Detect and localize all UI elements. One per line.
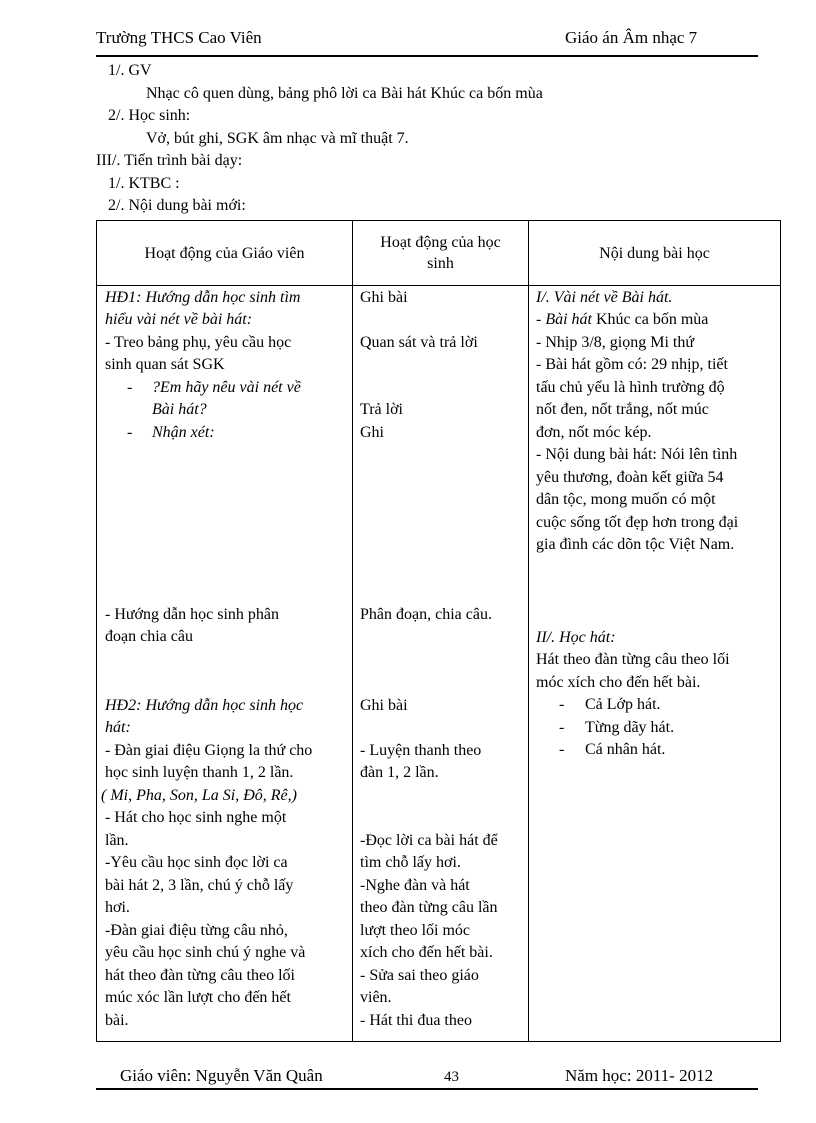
- student-line: - Hát thi đua theo: [360, 1012, 472, 1029]
- teacher-line: HĐ1: Hướng dẫn học sinh tìm: [105, 289, 301, 306]
- student-line: Quan sát và trả lời: [360, 334, 478, 351]
- content-line: yêu thương, đoàn kết giữa 54: [536, 469, 724, 486]
- footer-rule: [96, 1088, 758, 1090]
- content-line: đơn, nốt móc kép.: [536, 424, 652, 441]
- teacher-line: múc xóc lần lượt cho đến hết: [105, 989, 291, 1006]
- bullet-dash: -: [559, 741, 565, 758]
- student-line: -Nghe đàn và hát: [360, 877, 470, 894]
- student-line: -Đọc lời ca bài hát để: [360, 832, 498, 849]
- intro-process-heading: III/. Tiến trình bài dạy:: [96, 152, 243, 169]
- footer-teacher: Giáo viên: Nguyễn Văn Quân: [120, 1066, 323, 1085]
- content-line: - Bài hát gồm có: 29 nhịp, tiết: [536, 356, 728, 373]
- student-line: Trả lời: [360, 401, 403, 418]
- header-rule: [96, 55, 758, 57]
- content-line: dân tộc, mong muốn có một: [536, 491, 716, 508]
- teacher-line: hơi.: [105, 899, 130, 916]
- content-line: tấu chủ yếu là hình trường độ: [536, 379, 725, 396]
- teacher-line: Bài hát?: [152, 401, 207, 418]
- teacher-line: bài hát 2, 3 lần, chú ý chỗ lấy: [105, 877, 294, 894]
- content-line: cuộc sống tốt đẹp hơn trong đại: [536, 514, 739, 531]
- student-line: Ghi bài: [360, 697, 408, 714]
- footer-page-number: 43: [444, 1069, 459, 1085]
- content-line: - Nội dung bài hát: Nói lên tình: [536, 446, 738, 463]
- header-teacher-activity: Hoạt động của Giáo viên: [97, 221, 353, 286]
- teacher-line: - Hướng dẫn học sinh phân: [105, 606, 279, 623]
- intro-gv-materials: Nhạc cô quen dùng, bảng phô lời ca Bài hát Khúc ca bốn mùa: [146, 85, 543, 102]
- content-line: - Nhịp 3/8, giọng Mi thứ: [536, 334, 695, 351]
- student-line: viên.: [360, 989, 392, 1006]
- student-line: lượt theo lối móc: [360, 922, 471, 939]
- student-line: Ghi: [360, 424, 384, 441]
- footer-school-year: Năm học: 2011- 2012: [565, 1066, 714, 1085]
- content-line: I/. Vài nét về Bài hát.: [536, 289, 673, 306]
- intro-new-content: 2/. Nội dung bài mới:: [108, 197, 246, 214]
- lesson-table: [96, 220, 781, 1042]
- student-line: Phân đoạn, chia câu.: [360, 606, 492, 623]
- student-line: Ghi bài: [360, 289, 408, 306]
- teacher-line: Nhận xét:: [152, 424, 215, 441]
- intro-student: 2/. Học sinh:: [108, 107, 191, 124]
- header-student-activity: Hoạt động của học sinh: [353, 221, 529, 286]
- content-line: Cả Lớp hát.: [585, 696, 661, 713]
- header-subject: Giáo án Âm nhạc 7: [565, 28, 698, 47]
- content-line: II/. Học hát:: [536, 629, 616, 646]
- teacher-line: lần.: [105, 832, 129, 849]
- teacher-line: bài.: [105, 1012, 129, 1029]
- teacher-line: hát:: [105, 719, 131, 736]
- bullet-dash: -: [559, 719, 565, 736]
- content-line: Cá nhân hát.: [585, 741, 666, 758]
- bullet-dash: -: [559, 696, 565, 713]
- intro-ktbc: 1/. KTBC :: [108, 175, 180, 192]
- bullet-dash: -: [127, 379, 133, 396]
- content-line: Từng dãy hát.: [585, 719, 675, 736]
- teacher-line: ( Mi, Pha, Son, La Si, Đô, Rê,): [101, 787, 297, 804]
- teacher-line: HĐ2: Hướng dẫn học sinh học: [105, 697, 304, 714]
- teacher-line: -Đàn giai điệu từng câu nhỏ,: [105, 922, 288, 939]
- teacher-line: hát theo đàn từng câu theo lối: [105, 967, 295, 984]
- teacher-column: [97, 286, 353, 1042]
- teacher-line: học sinh luyện thanh 1, 2 lần.: [105, 764, 294, 781]
- teacher-line: - Treo bảng phụ, yêu cầu học: [105, 334, 292, 351]
- student-line: theo đàn từng câu lần: [360, 899, 498, 916]
- student-line: tìm chỗ lấy hơi.: [360, 854, 461, 871]
- intro-gv: 1/. GV: [108, 62, 152, 79]
- student-line: - Sửa sai theo giáo: [360, 967, 479, 984]
- header-school: Trường THCS Cao Viên: [96, 28, 262, 47]
- intro-student-materials: Vở, bút ghi, SGK âm nhạc và mĩ thuật 7.: [146, 130, 409, 147]
- student-line: đàn 1, 2 lần.: [360, 764, 439, 781]
- bullet-dash: -: [127, 424, 133, 441]
- content-line: móc xích cho đến hết bài.: [536, 674, 701, 691]
- content-line: Hát theo đàn từng câu theo lối: [536, 651, 730, 668]
- teacher-line: - Đàn giai điệu Giọng la thứ cho: [105, 742, 313, 759]
- header-lesson-content: Nội dung bài học: [529, 221, 781, 286]
- teacher-line: đoạn chia câu: [105, 628, 193, 645]
- student-column: [353, 286, 529, 1042]
- teacher-line: -Yêu cầu học sinh đọc lời ca: [105, 854, 288, 871]
- teacher-line: yêu cầu học sinh chú ý nghe và: [105, 944, 306, 961]
- student-line: xích cho đến hết bài.: [360, 944, 493, 961]
- content-column: [529, 286, 781, 1042]
- teacher-line: hiểu vài nét về bài hát:: [105, 311, 253, 328]
- student-line: - Luyện thanh theo: [360, 742, 482, 759]
- content-line: gia đình các dõn tộc Việt Nam.: [536, 536, 735, 553]
- teacher-line: - Hát cho học sinh nghe một: [105, 809, 287, 826]
- teacher-line: sinh quan sát SGK: [105, 356, 225, 373]
- content-line: - Bài hát Khúc ca bốn mùa: [536, 311, 709, 328]
- content-line: nốt đen, nốt trắng, nốt múc: [536, 401, 709, 418]
- teacher-line: ?Em hãy nêu vài nét về: [152, 379, 301, 396]
